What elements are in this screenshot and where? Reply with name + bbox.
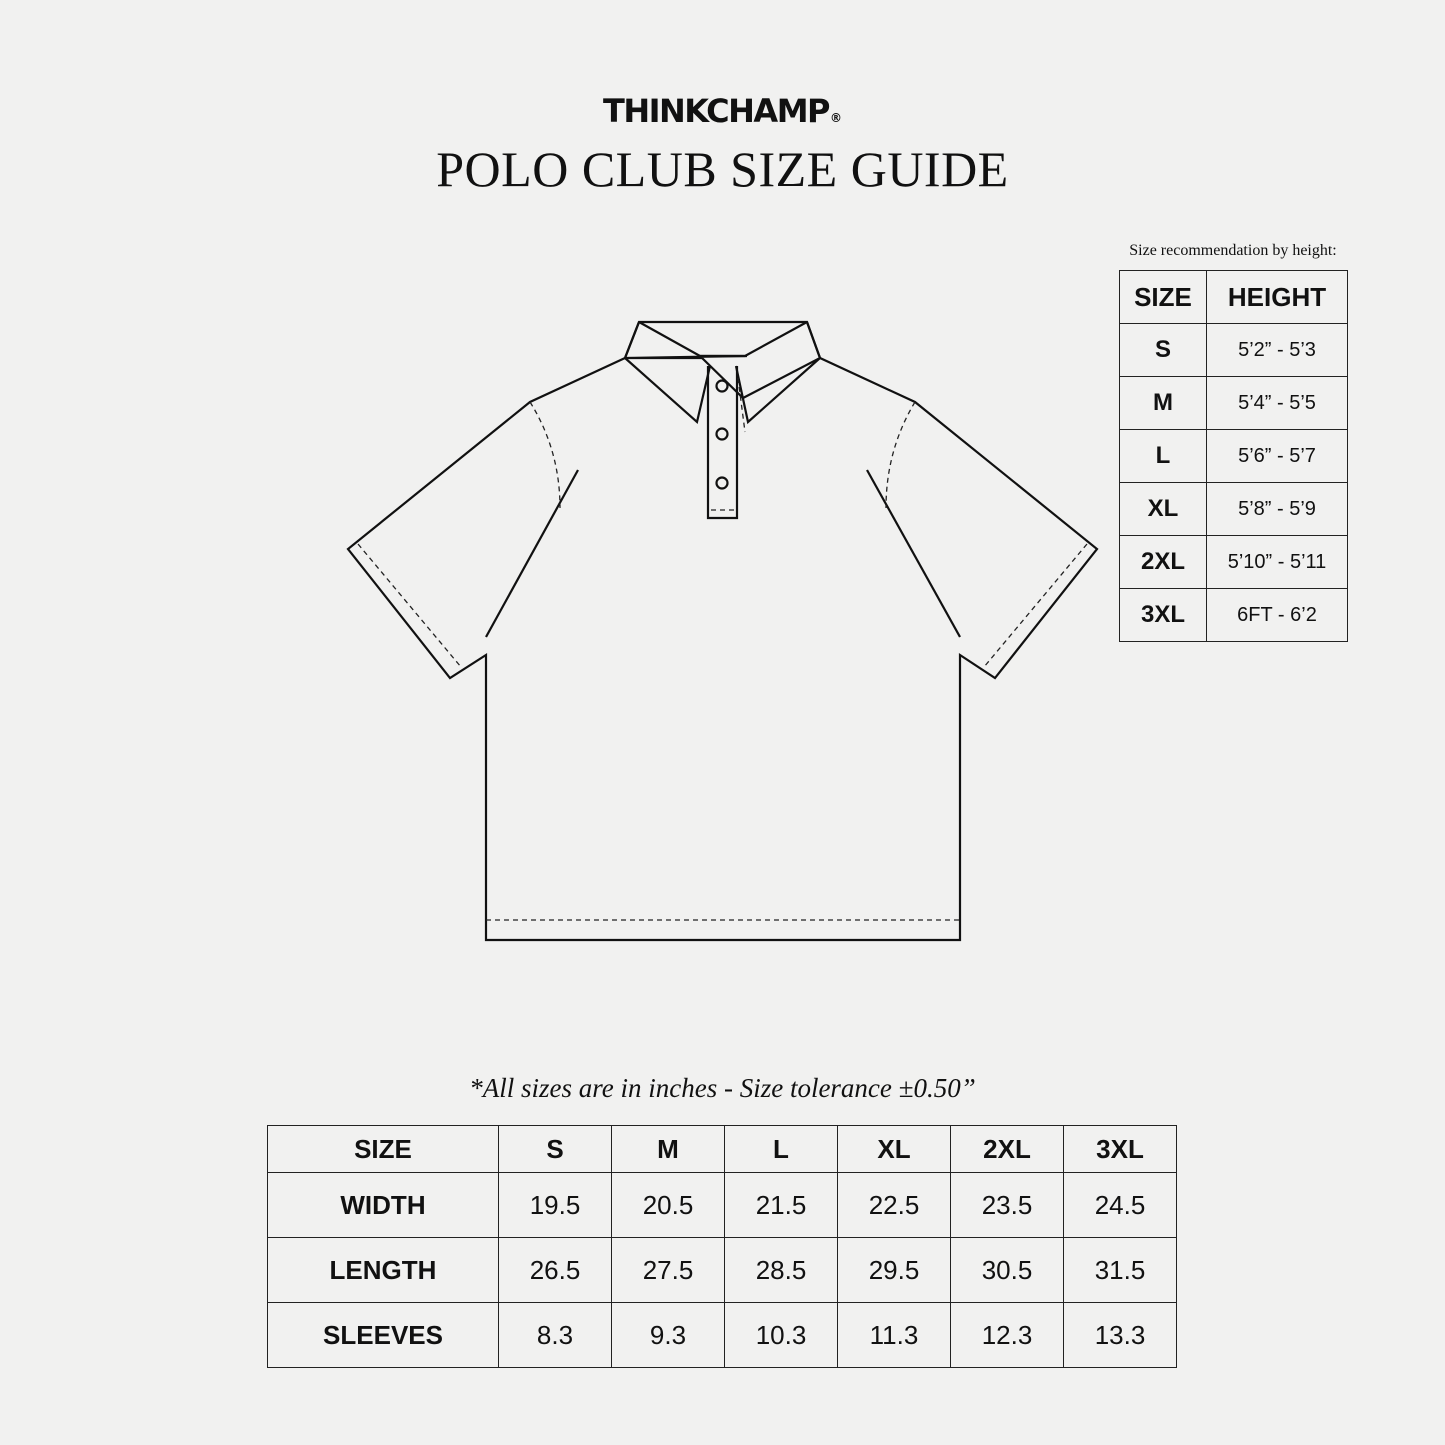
size-chart-row-length xyxy=(268,1238,1177,1303)
size-chart-row-sleeves xyxy=(268,1303,1177,1368)
size-chart-cell: 26.5 xyxy=(499,1238,612,1303)
size-chart-row-label: SLEEVES xyxy=(268,1303,499,1368)
size-chart-header-cell: 3XL xyxy=(1064,1126,1177,1173)
size-chart-cell: 20.5 xyxy=(612,1173,725,1238)
size-chart-cell: 27.5 xyxy=(612,1238,725,1303)
size-chart-header xyxy=(268,1126,1177,1173)
brand-name: THINKCHAMP xyxy=(603,92,829,130)
height-row-height: 5’4” - 5’5 xyxy=(1207,377,1348,430)
size-chart-cell: 21.5 xyxy=(725,1173,838,1238)
size-chart-cell: 31.5 xyxy=(1064,1238,1177,1303)
size-chart-cell: 28.5 xyxy=(725,1238,838,1303)
size-chart-header-cell: S xyxy=(499,1126,612,1173)
size-chart-row-width xyxy=(268,1173,1177,1238)
size-chart-cell: 19.5 xyxy=(499,1173,612,1238)
size-chart-row-label: WIDTH xyxy=(268,1173,499,1238)
height-row-size: L xyxy=(1120,430,1207,483)
size-chart-cell: 23.5 xyxy=(951,1173,1064,1238)
size-chart-header-cell: L xyxy=(725,1126,838,1173)
size-chart-row-label: LENGTH xyxy=(268,1238,499,1303)
height-row-size: 2XL xyxy=(1120,536,1207,589)
size-chart-cell: 9.3 xyxy=(612,1303,725,1368)
size-chart-cell: 12.3 xyxy=(951,1303,1064,1368)
size-chart-cell: 13.3 xyxy=(1064,1303,1177,1368)
size-chart-cell: 24.5 xyxy=(1064,1173,1177,1238)
size-chart-cell: 8.3 xyxy=(499,1303,612,1368)
height-row-height: 5’6” - 5’7 xyxy=(1207,430,1348,483)
height-row-height: 5’2” - 5’3 xyxy=(1207,324,1348,377)
size-chart-cell: 30.5 xyxy=(951,1238,1064,1303)
height-row-size: M xyxy=(1120,377,1207,430)
size-chart-cell: 22.5 xyxy=(838,1173,951,1238)
shirt-body xyxy=(348,358,1097,940)
page-title: POLO CLUB SIZE GUIDE xyxy=(436,141,1009,197)
size-chart-header-cell: SIZE xyxy=(268,1126,499,1173)
height-row-size: S xyxy=(1120,324,1207,377)
height-row-size: 3XL xyxy=(1120,589,1207,642)
height-row-size: XL xyxy=(1120,483,1207,536)
size-chart-header-cell: 2XL xyxy=(951,1126,1064,1173)
height-table-height-header: HEIGHT xyxy=(1207,271,1348,324)
height-table-caption: Size recommendation by height: xyxy=(1129,242,1337,259)
size-chart-cell: 29.5 xyxy=(838,1238,951,1303)
size-chart-header-cell: M xyxy=(612,1126,725,1173)
registered-mark: ® xyxy=(829,111,842,125)
size-chart-cell: 11.3 xyxy=(838,1303,951,1368)
size-chart-table xyxy=(267,1125,1177,1368)
height-row-height: 5’8” - 5’9 xyxy=(1207,483,1348,536)
height-row-height: 6FT - 6’2 xyxy=(1207,589,1348,642)
sizing-note: *All sizes are in inches - Size tolerance ±0.50” xyxy=(469,1073,976,1103)
size-chart-header-cell: XL xyxy=(838,1126,951,1173)
height-row-height: 5’10” - 5’11 xyxy=(1207,536,1348,589)
height-table-size-header: SIZE xyxy=(1120,271,1207,324)
size-chart-cell: 10.3 xyxy=(725,1303,838,1368)
